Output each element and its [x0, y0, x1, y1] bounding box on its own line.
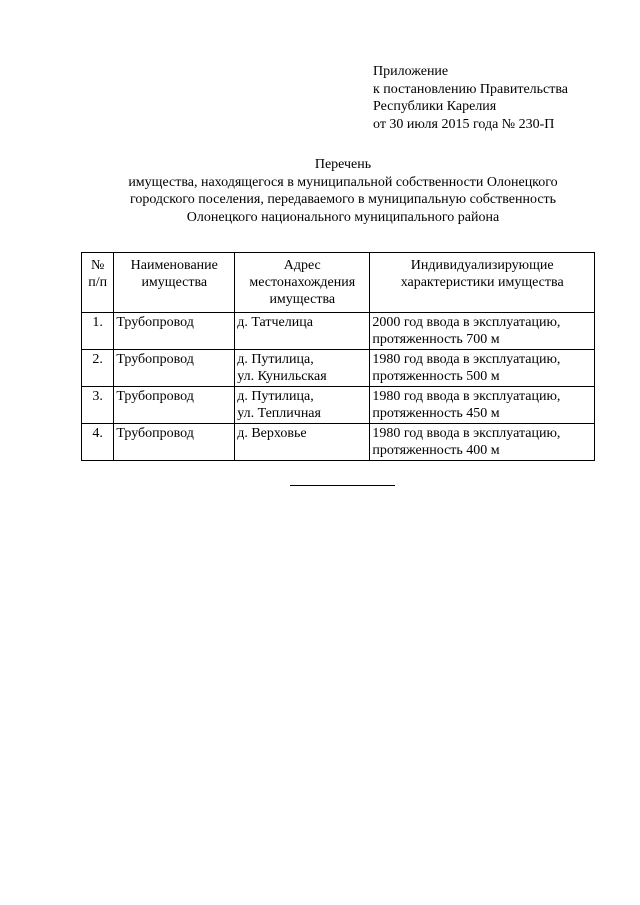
- appendix-line: к постановлению Правительства: [373, 81, 569, 97]
- cell-num: 1.: [82, 313, 114, 350]
- cell-num: 4.: [82, 424, 114, 461]
- cell-characteristics: 1980 год ввода в эксплуатацию, протяженность 450 м: [370, 387, 595, 424]
- appendix-block: [373, 63, 568, 133]
- title-line: имущества, находящегося в муниципальной собственности Олонецкого: [128, 174, 558, 190]
- header-address: Адрес местонахождения имущества: [235, 253, 370, 313]
- property-table: [81, 252, 595, 461]
- cell-address: д. Верховье: [235, 424, 370, 461]
- header-characteristics: Индивидуализирующие характеристики имущества: [370, 253, 595, 313]
- cell-name: Трубопровод: [114, 313, 235, 350]
- title-line: городского поселения, передаваемого в муниципальную собственность: [129, 192, 557, 207]
- cell-characteristics: 1980 год ввода в эксплуатацию, протяженность 400 м: [370, 424, 595, 461]
- cell-num: 2.: [82, 350, 114, 387]
- end-separator-line: [290, 485, 395, 486]
- appendix-line: Приложение: [373, 64, 449, 79]
- cell-num: 3.: [82, 387, 114, 424]
- title-line: Перечень: [314, 157, 372, 172]
- header-num: № п/п: [82, 253, 114, 313]
- table-header-row: [82, 253, 595, 313]
- table-row: [82, 424, 595, 461]
- cell-address: д. Путилица, ул. Кунильская: [235, 350, 370, 387]
- cell-address: д. Путилица, ул. Тепличная: [235, 387, 370, 424]
- cell-characteristics: 1980 год ввода в эксплуатацию, протяженность 500 м: [370, 350, 595, 387]
- table-row: [82, 387, 595, 424]
- cell-address: д. Татчелица: [235, 313, 370, 350]
- table-row: [82, 313, 595, 350]
- header-name: Наименование имущества: [114, 253, 235, 313]
- cell-name: Трубопровод: [114, 387, 235, 424]
- cell-name: Трубопровод: [114, 424, 235, 461]
- appendix-line: от 30 июля 2015 года № 230-П: [373, 116, 555, 132]
- title-line: Олонецкого национального муниципального района: [186, 209, 500, 225]
- cell-name: Трубопровод: [114, 350, 235, 387]
- cell-characteristics: 2000 год ввода в эксплуатацию, протяженность 700 м: [370, 313, 595, 350]
- appendix-line: Республики Карелия: [373, 99, 497, 114]
- table-row: [82, 350, 595, 387]
- document-title: [60, 156, 626, 226]
